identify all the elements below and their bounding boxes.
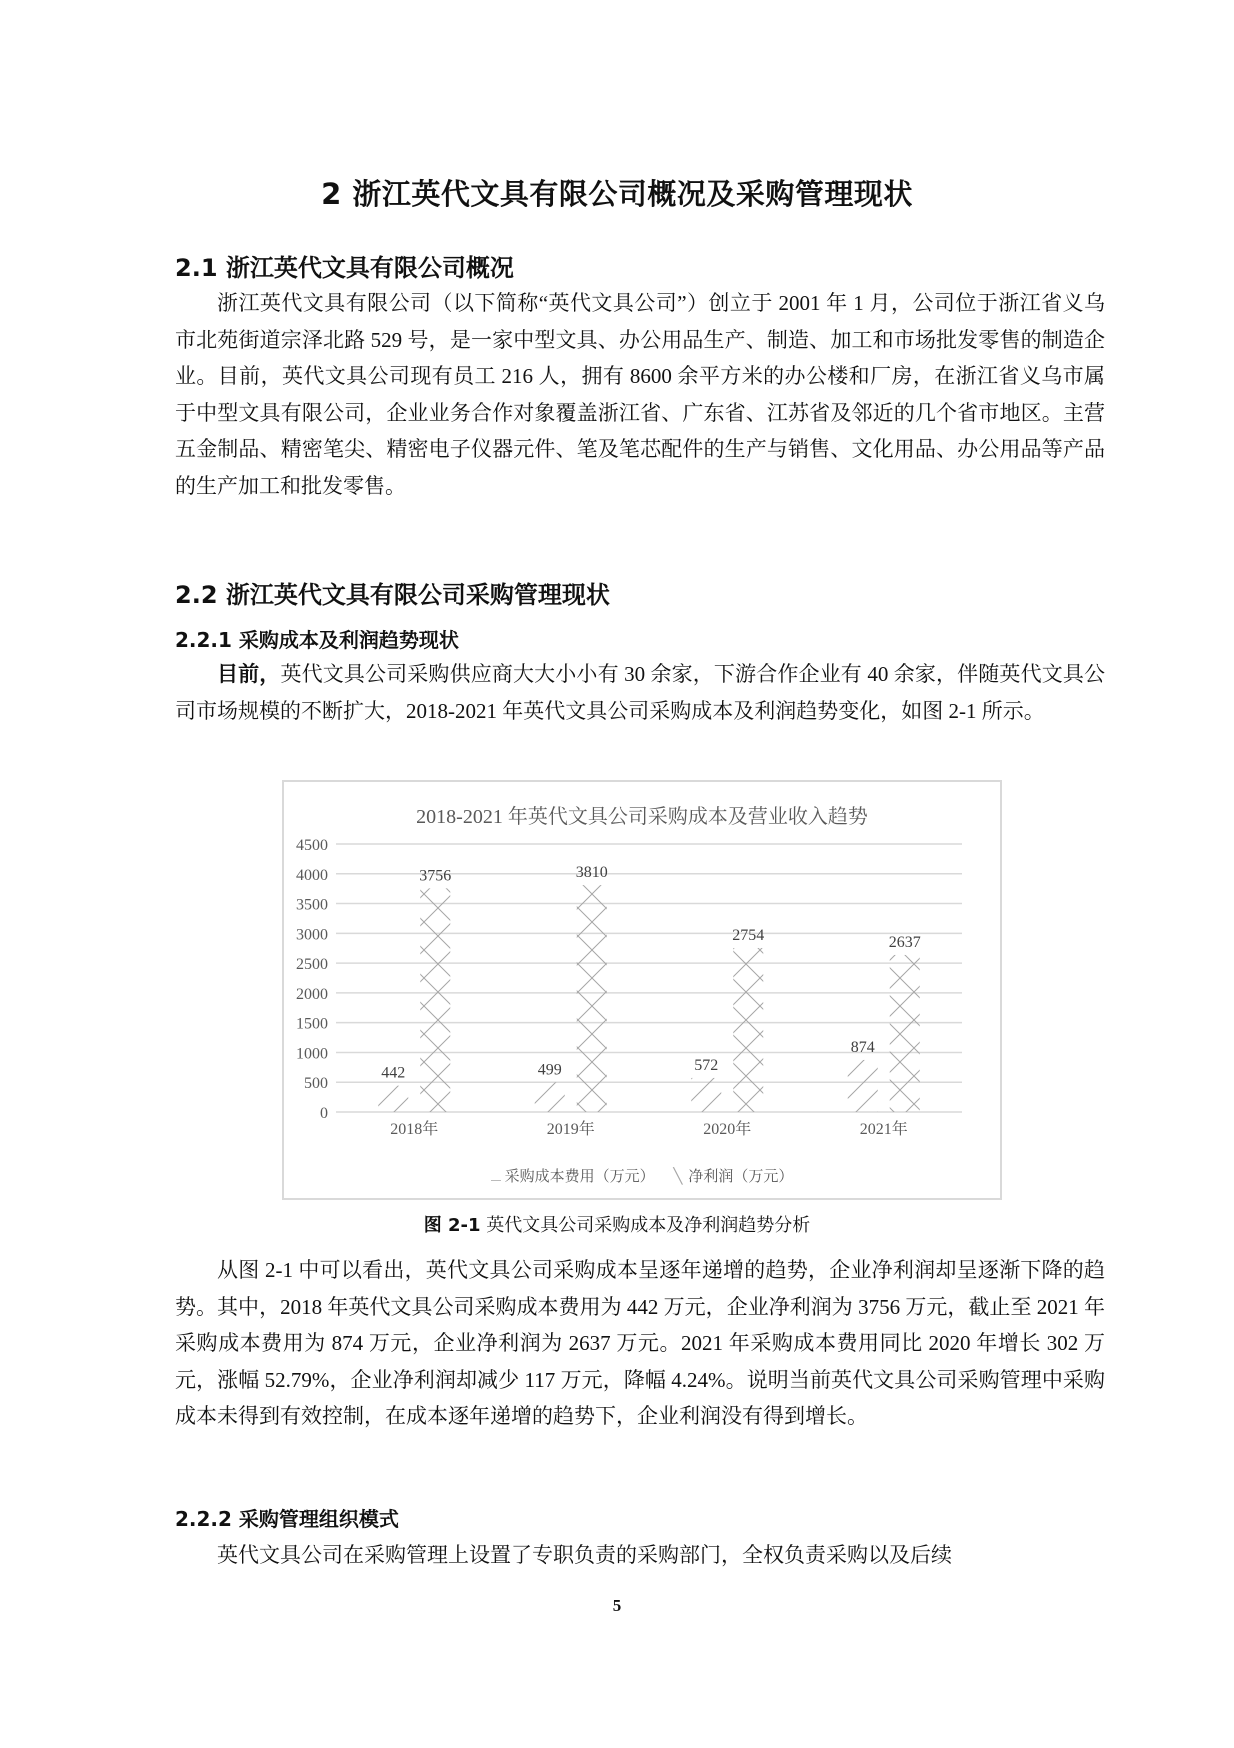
svg-text:2754: 2754 bbox=[732, 926, 765, 944]
subsection-2-2-2-paragraph: 英代文具公司在采购管理上设置了专职负责的采购部门，全权负责采购以及后续 bbox=[217, 1543, 952, 1567]
svg-text:572: 572 bbox=[694, 1056, 719, 1074]
figure-2-1-chart bbox=[282, 780, 1002, 1200]
svg-text:3756: 3756 bbox=[419, 867, 452, 885]
subsection-heading-2-2-2: 2.2.2 采购管理组织模式 bbox=[175, 1507, 399, 1531]
section-heading-2-1: 2.1 浙江英代文具有限公司概况 bbox=[175, 254, 514, 282]
svg-text:0: 0 bbox=[320, 1105, 328, 1122]
svg-text:2021年: 2021年 bbox=[859, 1121, 908, 1138]
page-number: 5 bbox=[612, 1596, 622, 1615]
svg-text:2020年: 2020年 bbox=[703, 1121, 752, 1138]
svg-text:1000: 1000 bbox=[296, 1045, 328, 1063]
svg-text:3500: 3500 bbox=[296, 896, 328, 914]
legend-swatch-hatch-icon bbox=[491, 1170, 501, 1181]
svg-text:874: 874 bbox=[850, 1038, 875, 1056]
svg-text:500: 500 bbox=[304, 1075, 328, 1093]
svg-text:4000: 4000 bbox=[296, 866, 328, 884]
chapter-title: 2 浙江英代文具有限公司概况及采购管理现状 bbox=[321, 177, 913, 211]
analysis-paragraph: 从图 2-1 中可以看出，英代文具公司采购成本呈逐年递增的趋势，企业净利润却呈逐渐下降的趋势。其中，2018 年英代文具公司采购成本费用为 442 万元，企业净利润为 3756 万元，截止至 2021 年采购成本费用为 874 万元，企业净利润为 2637 万元。2021 年采购成本费用同比 2020 年增长 302 万元，涨幅 52.79%，企业净利润却减少 117 万元，降幅 4.24%。说明当前英代文具公司采购管理中采购成本未得到有效控制，在成本逐年递增的趋势下，企业利润没有得到增长。 bbox=[175, 1258, 1105, 1428]
figure-caption bbox=[0, 1211, 1234, 1237]
subsection-heading-2-2-1: 2.2.1 采购成本及利润趋势现状 bbox=[175, 628, 459, 652]
figure-caption-text: 英代文具公司采购成本及净利润趋势分析 bbox=[480, 1215, 811, 1236]
svg-text:3810: 3810 bbox=[575, 864, 608, 882]
legend-swatch-crosshatch-icon: ╲ bbox=[673, 1167, 683, 1185]
paragraph-body: 英代文具公司采购供应商大大小小有 30 余家，下游合作企业有 40 余家，伴随英代文具公司市场规模的不断扩大，2018-2021 年英代文具公司采购成本及利润趋势变化，如图 2-1 所示。 bbox=[175, 662, 1106, 723]
chart-legend bbox=[284, 1165, 1000, 1186]
svg-text:499: 499 bbox=[537, 1061, 562, 1079]
svg-text:2019年: 2019年 bbox=[546, 1121, 595, 1138]
legend-item-cost: 采购成本费用（万元） bbox=[504, 1167, 655, 1185]
chart-title: 2018-2021 年英代文具公司采购成本及营业收入趋势 bbox=[416, 806, 868, 828]
svg-text:2000: 2000 bbox=[296, 985, 328, 1003]
svg-text:2500: 2500 bbox=[296, 956, 328, 974]
svg-text:2637: 2637 bbox=[888, 933, 921, 951]
svg-text:4500: 4500 bbox=[296, 837, 328, 854]
subsection-2-2-1-paragraph bbox=[175, 656, 1105, 729]
section-heading-2-2: 2.2 浙江英代文具有限公司采购管理现状 bbox=[175, 581, 610, 609]
figure-label: 图 2-1 bbox=[423, 1215, 481, 1236]
legend-item-profit: 净利润（万元） bbox=[688, 1167, 794, 1185]
svg-text:1500: 1500 bbox=[296, 1015, 328, 1033]
bar-chart-plot bbox=[284, 782, 1000, 1198]
svg-text:442: 442 bbox=[381, 1064, 406, 1082]
svg-text:3000: 3000 bbox=[296, 926, 328, 944]
lead-text: 目前， bbox=[217, 662, 281, 686]
section-2-1-paragraph: 浙江英代文具有限公司（以下简称“英代文具公司”）创立于 2001 年 1 月，公司位于浙江省义乌市北苑街道宗泽北路 529 号，是一家中型文具、办公用品生产、制造、加工和市场批发零售的制造企业。目前，英代文具公司现有员工 216 人，拥有 8600 余平方米的办公楼和厂房，在浙江省义乌市属于中型文具有限公司，企业业务合作对象覆盖浙江省、广东省、江苏省及邻近的几个省市地区。主营五金制品、精密笔尖、精密电子仪器元件、笔及笔芯配件的生产与销售、文化用品、办公用品等产品的生产加工和批发零售。 bbox=[175, 291, 1105, 498]
svg-text:2018年: 2018年 bbox=[390, 1121, 439, 1138]
chart-bars bbox=[378, 885, 920, 1112]
